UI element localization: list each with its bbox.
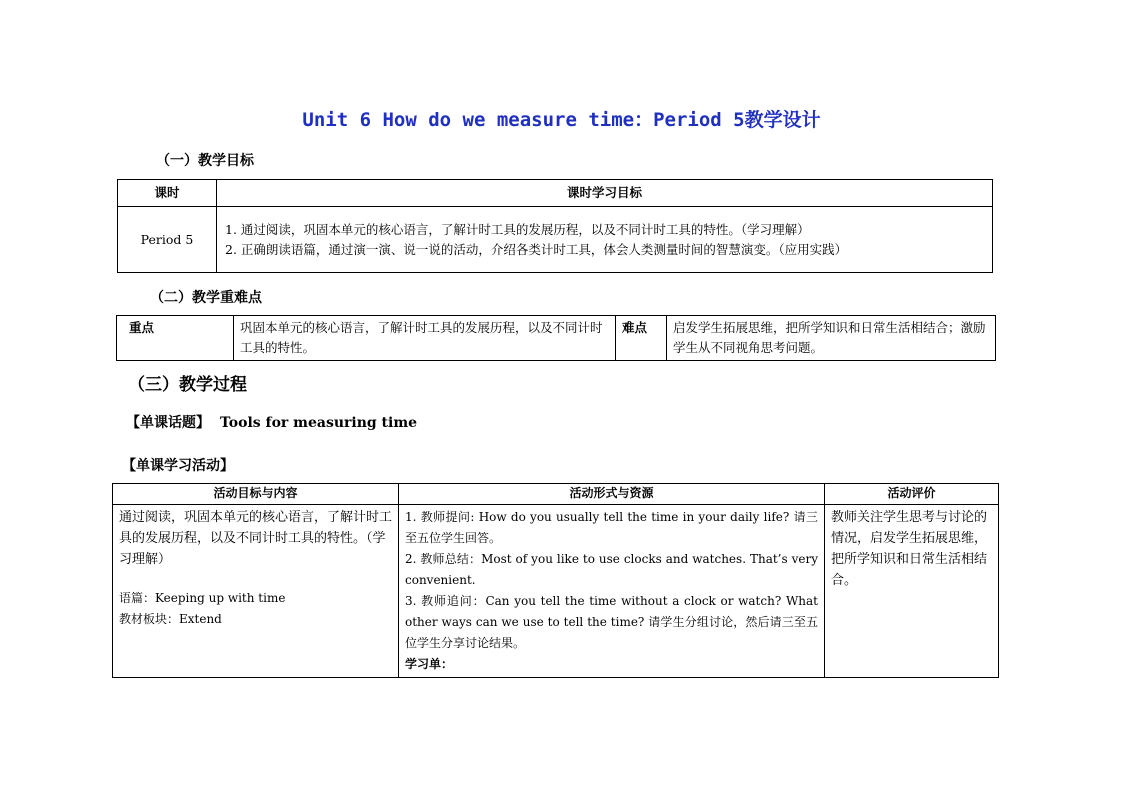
topic-text: Tools for measuring time <box>220 415 418 431</box>
period-cell: Period 5 <box>118 207 217 273</box>
page-title: Unit 6 How do we measure time：Period 5教学设计 <box>302 109 821 131</box>
key-points-table <box>116 315 996 361</box>
section-2-heading: （二）教学重难点 <box>150 290 262 306</box>
step-item: 2. 教师总结：Most of you like to use clocks and watches. That’s very convenient. <box>405 552 818 587</box>
col-header-period: 课时 <box>118 180 217 207</box>
activity-heading: 【单课学习活动】 <box>122 458 234 474</box>
col-header-activity-goal: 活动目标与内容 <box>113 484 399 505</box>
key-text: 巩固本单元的核心语言，了解计时工具的发展历程，以及不同计时工具的特性。 <box>234 316 616 361</box>
goal-item: 2. 正确朗读语篇，通过演一演、说一说的活动，介绍各类计时工具，体会人类测量时间的智慧演变。（应用实践） <box>225 241 848 257</box>
col-header-activity-form: 活动形式与资源 <box>399 484 825 505</box>
goals-cell <box>217 207 993 273</box>
step-item: 1. 教师提问: How do you usually tell the time in your daily life? 请三至五位学生回答。 <box>405 510 818 545</box>
difficulty-text: 启发学生拓展思维，把所学知识和日常生活相结合；激励学生从不同视角思考问题。 <box>667 316 996 361</box>
section-1-heading: （一）教学目标 <box>156 153 254 169</box>
difficulty-label: 难点 <box>616 316 667 361</box>
key-label: 重点 <box>117 316 234 361</box>
col-header-goals: 课时学习目标 <box>217 180 993 207</box>
objectives-table <box>117 179 993 273</box>
activity-goal-cell <box>113 505 399 678</box>
step-item: 3. 教师追问：Can you tell the time without a clock or watch? What other ways can we use to tell the time? 请学生分组讨论，然后请三至五位学生分享讨论结果。 <box>405 594 818 650</box>
evaluation-cell: 教师关注学生思考与讨论的情况，启发学生拓展思维，把所学知识和日常生活相结合。 <box>825 505 999 678</box>
activities-table <box>112 483 999 678</box>
col-header-evaluation: 活动评价 <box>825 484 999 505</box>
topic-label: 【单课话题】 <box>126 415 210 431</box>
textbook-module: 教材板块：Extend <box>119 612 222 626</box>
activity-form-cell <box>399 505 825 678</box>
section-3-heading: （三）教学过程 <box>128 375 247 395</box>
goal-text: 通过阅读，巩固本单元的核心语言，了解计时工具的发展历程，以及不同计时工具的特性。（学习理解） <box>119 510 393 567</box>
text-source: 语篇：Keeping up with time <box>119 591 286 605</box>
worksheet-label: 学习单： <box>405 657 454 671</box>
lesson-topic <box>126 412 417 432</box>
goal-item: 1. 通过阅读，巩固本单元的核心语言，了解计时工具的发展历程，以及不同计时工具的特性。（学习理解） <box>225 221 810 237</box>
